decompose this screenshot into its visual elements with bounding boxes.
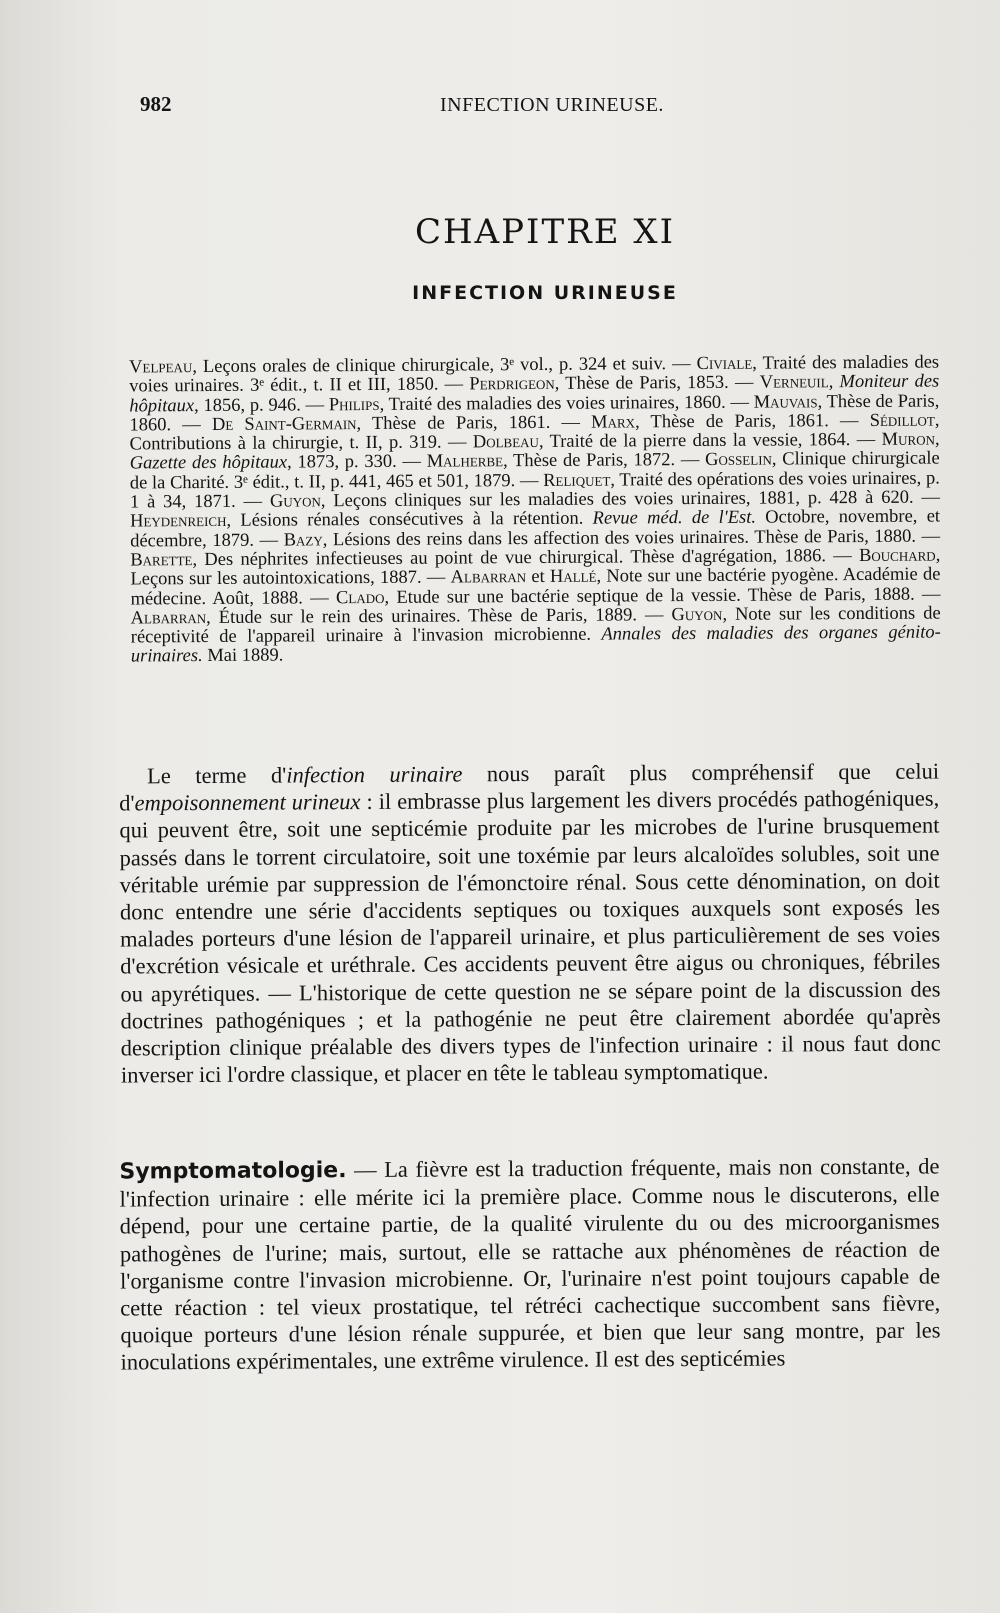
author-name: Perdrigeon <box>469 374 555 395</box>
section-heading: Symptomatologie. <box>119 1158 347 1185</box>
bib-text: , Clinique chirurgicale de la Charité. 3ᵉ édit., t. II, p. 441, 465 et 501, 1879. — <box>129 449 940 494</box>
author-name: Bazy <box>283 529 323 551</box>
bib-text: , 1873, p. 330. — <box>287 452 427 473</box>
bib-text: , Note sur les conditions de réceptivité de l'appareil urinaire à l'invasion microbienne. <box>130 603 941 648</box>
bib-text: , Traité des maladies des voies urinaires, 1860. — <box>379 392 754 415</box>
bib-text: , Lésions des reins dans les affection des voies urinaires. Thèse de Paris, 1880. — <box>322 526 941 550</box>
bib-text: Octobre, novembre, et décembre, 1879. — <box>130 506 941 552</box>
author-name: Philips <box>328 394 380 415</box>
journal-title: Gazette des hôpitaux <box>129 452 288 474</box>
emphasis-term: empoisonnement urineux <box>134 789 361 816</box>
author-name: Velpeau <box>129 357 193 378</box>
bib-text: , Etude sur une bactérie septique de la vessie. Thèse de Paris, 1888. — <box>384 584 941 608</box>
page-number: 982 <box>140 92 172 116</box>
bib-text: , Lésions rénales consécutives à la rétention. <box>226 509 593 532</box>
bib-text: , Traité des opérations des voies urinaires, p. 1 à 34, 1871. — <box>129 468 940 513</box>
intro-paragraph <box>119 757 941 1088</box>
author-name: Guyon <box>269 491 321 512</box>
author-name: Clado <box>335 587 385 608</box>
bib-text: , Thèse de Paris, 1861. — <box>356 412 592 434</box>
bib-text: , Traité des maladies des voies urinaires. 3ᵉ édit., t. II et III, 1850. — <box>129 352 940 397</box>
bib-text: , <box>934 429 940 450</box>
bib-text: , Thèse de Paris, 1853. — <box>554 372 760 395</box>
para-text: Le terme d' <box>147 762 287 789</box>
author-name: Guyon <box>671 604 723 626</box>
bib-text: et <box>526 567 551 588</box>
para-text: — La fièvre est la traduction fréquente, mais non constante, de l'infection urinaire : elle mérite ici la première place. Comme nous le discuterons, elle dépend, pour une certaine partie, de la qualité virulente du ou des microorganismes pathogènes de l'urine; mais, surtout, elle se rattache aux phénomènes de réaction de l'organisme contre l'invasion microbienne. Or, l'urinaire n'est point toujours capable de cette réaction : tel vieux prostatique, tel rétréci cachectique succombent sans fièvre, quoique porteurs d'une lésion rénale suppurée, et bien que leur sang montre, par les inoculations expérimentales, une extrême virulence. Il est des septicémies <box>119 1153 941 1375</box>
bib-text: , 1856, p. 946. — <box>194 394 329 416</box>
author-name: Gosselin <box>705 450 772 471</box>
author-name: Marx <box>591 412 636 433</box>
author-name: Dolbeau <box>472 432 539 453</box>
para-text: nous paraît plus compréhensif que celui d' <box>119 758 940 816</box>
bib-text: , Traité de la pierre dans la vessie, 1864. — <box>538 430 882 453</box>
author-name: Verneuil <box>759 372 829 393</box>
author-name: Reliquet <box>543 470 611 491</box>
bib-text: , Leçons orales de clinique chirurgicale, 3ᵉ vol., p. 324 et suiv. — <box>192 354 697 378</box>
bib-text: , Leçons cliniques sur les maladies des voies urinaires, 1881, p. 428 à 620. — <box>320 487 940 512</box>
bib-text: , Thèse de Paris, 1861. — <box>634 410 870 433</box>
author-name: Albarran <box>450 567 527 588</box>
bib-text: , Note sur une bactérie pyogène. Académie de médecine. Août, 1888. — <box>130 564 941 610</box>
author-name: Malherbe <box>426 451 504 473</box>
emphasis-term: infection urinaire <box>286 761 463 788</box>
author-name: Hallé <box>549 566 597 588</box>
chapter-subtitle: INFECTION URINEUSE <box>412 282 678 304</box>
author-name: Mauvais <box>753 391 818 413</box>
author-name: Barette <box>130 550 193 571</box>
bib-text: , Contributions à la chirurgie, t. II, p. 319. — <box>129 410 940 455</box>
bib-text: , Des néphrites infectieuses au point de vue chirurgical. Thèse d'agrégation, 1886. — <box>192 545 860 571</box>
author-name: Civiale <box>696 353 753 375</box>
bib-text: , Thèse de Paris, 1872. — <box>503 450 706 472</box>
bib-text: , Leçons sur les autointoxications, 1887. — <box>130 545 941 590</box>
bib-text: Mai 1889. <box>202 645 284 667</box>
bib-text: , Étude sur le rein des urinaires. Thèse de Paris, 1889. — <box>206 605 672 628</box>
journal-title: Moniteur des hôpitaux <box>129 371 940 417</box>
journal-title: Annales des maladies des organes génito-urinaires. <box>130 622 941 667</box>
bib-text: , Thèse de Paris, 1860. — <box>129 391 940 436</box>
journal-title: Revue méd. de l'Est. <box>592 508 757 530</box>
symptomatology-paragraph <box>119 1152 940 1376</box>
bibliography <box>129 354 941 668</box>
bib-text: , <box>828 372 840 393</box>
author-name: Albarran <box>130 607 207 629</box>
para-text: : il embrasse plus largement les divers procédés pathogéniques, qui peuvent être, soit une septicémie produite par les microbes de l'urine brusquement passés dans le torrent circulatoire, soit une toxémie par leurs alcaloïdes solubles, soit une véritable urémie par suppression de l'émonctoire rénal. Sous cette dénomination, on doit donc entendre une série d'accidents septiques ou toxiques auxquels sont exposés les malades porteurs d'une lésion de l'appareil urinaire, et plus particulièrement de ses voies d'excrétion vésicale et uréthrale. Ces accidents peuvent être aigus ou chroniques, fébriles ou apyrétiques. — L'historique de cette question ne se sépare point de la discussion des doctrines pathogéniques ; et la pathogénie ne peut être clairement abordée qu'après description clinique préalable des divers types de l'infection urinaire : il nous faut donc inverser ici l'ordre classique, et placer en tête le tableau symptomatique. <box>119 785 941 1088</box>
page-header <box>140 92 940 122</box>
running-title: INFECTION URINEUSE. <box>440 94 664 116</box>
author-name: Sédillot <box>869 410 935 431</box>
author-name: Bouchard <box>858 545 936 566</box>
author-name: Heydenreich <box>130 511 227 532</box>
author-name: De Saint-Germain <box>211 413 357 435</box>
chapter-title: CHAPITRE XI <box>414 212 676 252</box>
author-name: Muron <box>881 429 936 451</box>
